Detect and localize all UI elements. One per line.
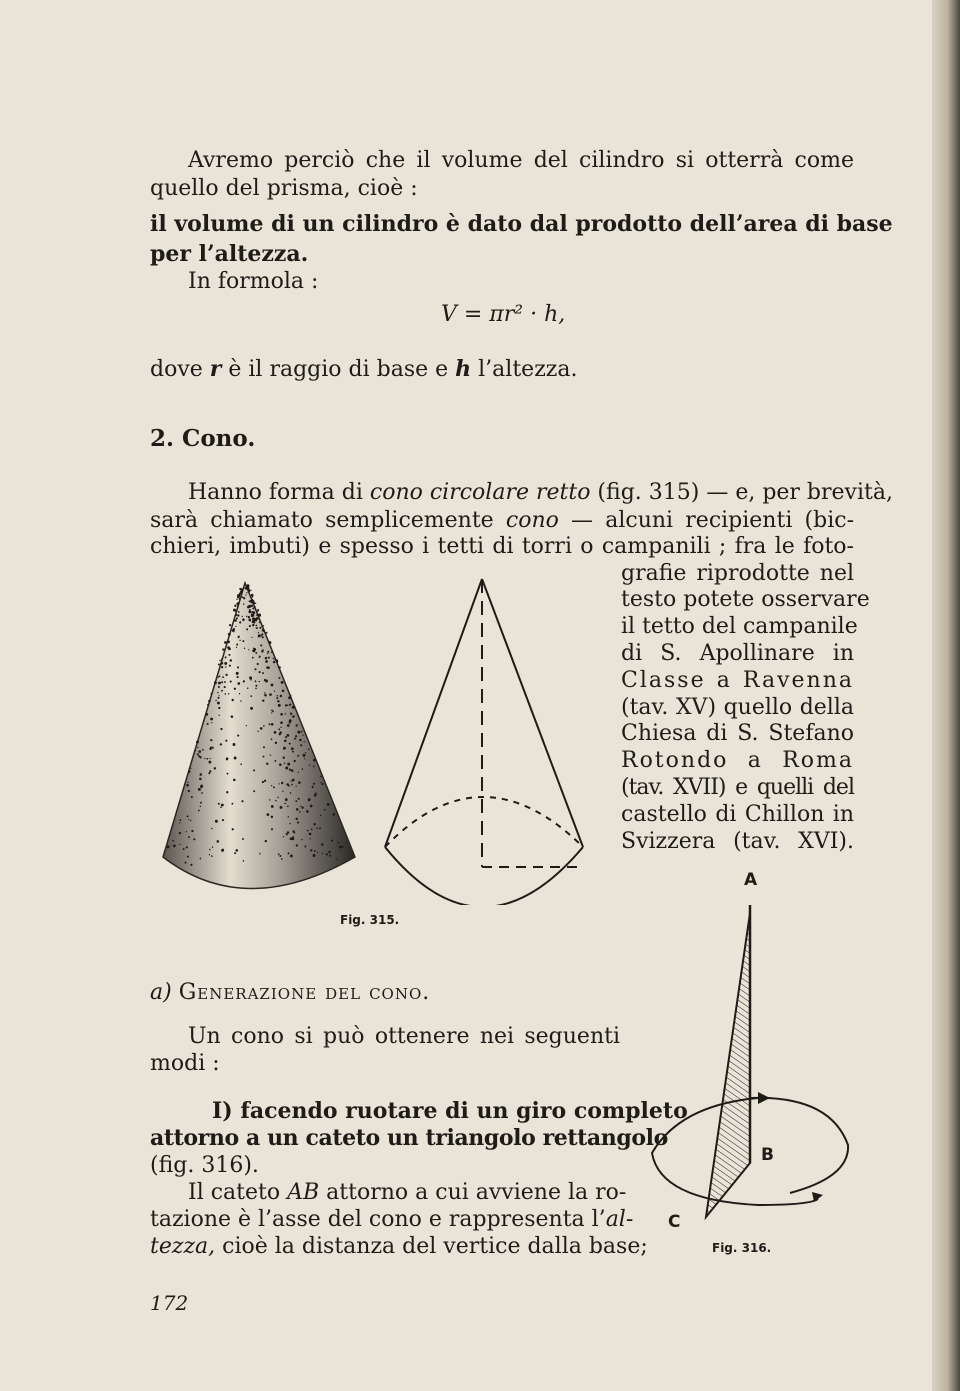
formula-intro: In formola : [188, 269, 319, 294]
cone-col-line: Svizzera (tav. XVI). [621, 829, 854, 854]
text-span: dove [150, 357, 210, 382]
text-span: l’altezza. [471, 357, 578, 382]
page-edge-shadow [932, 0, 960, 1391]
fig316-caption: Fig. 316. [712, 1241, 772, 1255]
text-span: Il cateto [188, 1180, 288, 1205]
cone-col-line: di S. Apollinare in [621, 641, 854, 666]
emphasis: cono [505, 508, 559, 533]
generation-line: attorno a un cateto un triangolo rettangolo [150, 1125, 668, 1151]
generation-line: Un cono si può ottenere nei seguenti [188, 1024, 620, 1049]
fig316-label-c: C [668, 1212, 681, 1232]
subsection-heading [150, 980, 430, 1006]
cone-text-line: chieri, imbuti) e spesso i tetti di torri o campanili ; fra le foto- [150, 534, 854, 559]
subsection-title: Generazione del cono. [178, 980, 431, 1005]
text-span: cioè la distanza del vertice dalla base; [215, 1234, 648, 1259]
cone-col-line: il tetto del campanile [621, 614, 858, 639]
cone-col-line: Rotondo a Roma [621, 748, 854, 773]
fig315-line-cone [380, 575, 590, 905]
generation-line [188, 1180, 627, 1206]
subsection-prefix: a) [150, 980, 172, 1005]
cone-col-line: castello di Chillon in [621, 802, 854, 827]
text-span: — alcuni recipienti (bic- [558, 508, 854, 533]
text-span: è il raggio di base e [221, 357, 456, 382]
generation-line [150, 1207, 634, 1233]
paragraph-line: Avremo perciò che il volume del cilindro si otterrà come [188, 148, 854, 173]
segment-ab: AB [287, 1180, 320, 1205]
text-span: Hanno forma di [188, 480, 370, 505]
page-number: 172 [150, 1291, 189, 1315]
cone-col-line: Classe a Ravenna [621, 668, 854, 693]
formula-explanation [150, 356, 577, 383]
rule-line: per l’altezza. [150, 241, 309, 267]
paragraph-line: quello del prisma, cioè : [150, 176, 418, 201]
cone-col-line: testo potete osservare [621, 587, 870, 612]
fig315-stippled-cone [145, 575, 365, 905]
variable-r: r [209, 356, 222, 382]
fig316-label-b: B [761, 1145, 774, 1165]
variable-h: h [455, 356, 472, 382]
cone-col-line: (tav. XV) quello della [621, 695, 854, 720]
generation-line [150, 1234, 648, 1260]
emphasis: tezza, [150, 1234, 216, 1259]
formula: V = πr² · h, [441, 302, 566, 327]
text-span: attorno a cui avviene la ro- [319, 1180, 627, 1205]
section-heading: 2. Cono. [150, 425, 256, 452]
cone-col-line: Chiesa di S. Stefano [621, 721, 854, 746]
generation-line: modi : [150, 1051, 220, 1076]
text-span: tazione è l’asse del cono e rappresenta l’ [150, 1207, 606, 1232]
rule-line: il volume di un cilindro è dato dal prodotto dell’area di base [150, 211, 893, 237]
emphasis: al- [605, 1207, 634, 1232]
cone-text-line [188, 480, 893, 506]
fig316-rotating-triangle [640, 895, 880, 1265]
generation-line: I) facendo ruotare di un giro completo [212, 1098, 688, 1124]
text-span: (fig. 315) — e, per brevità, [590, 480, 893, 505]
cone-text-line [150, 508, 854, 534]
cone-col-line: grafie riprodotte nel [621, 561, 854, 586]
cone-col-line: (tav. XVII) e quelli del [621, 775, 854, 800]
generation-line: (fig. 316). [150, 1153, 259, 1178]
emphasis: cono circolare retto [369, 480, 591, 505]
text-span: sarà chiamato semplicemente [150, 508, 506, 533]
fig316-label-a: A [744, 870, 758, 890]
fig315-caption: Fig. 315. [340, 913, 400, 927]
